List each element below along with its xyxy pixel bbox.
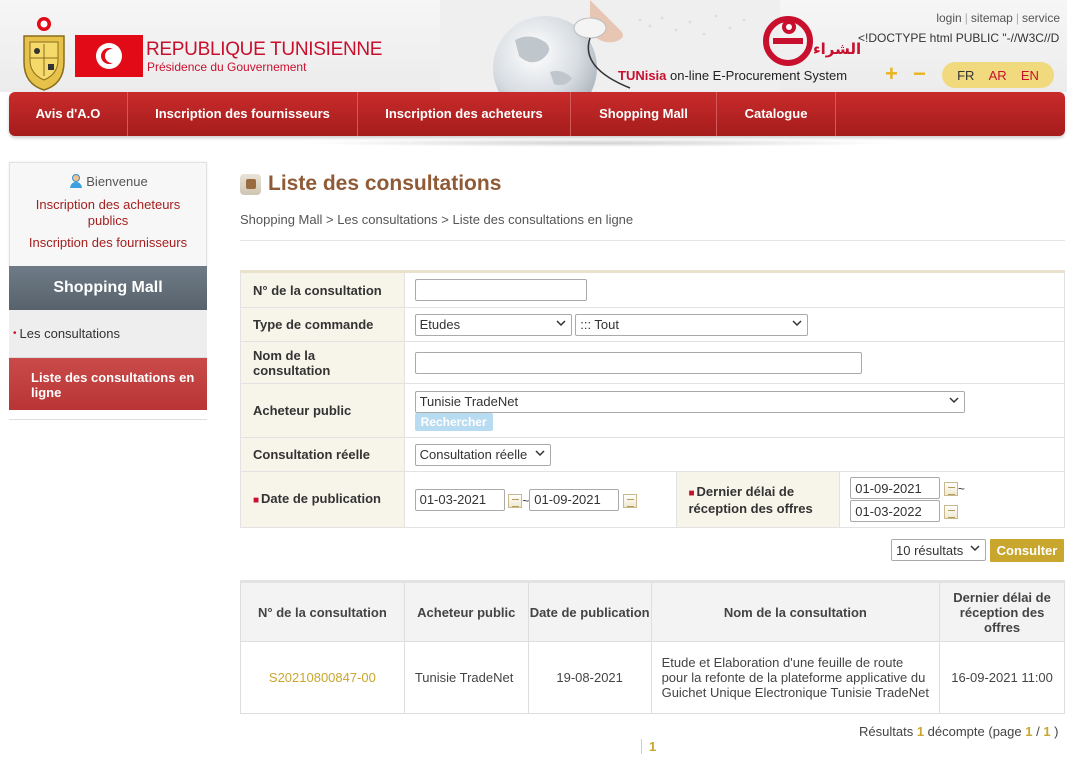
- sidebar-item-liste-consultations[interactable]: Liste des consultations en ligne: [9, 358, 207, 410]
- nav-shopping-mall[interactable]: Shopping Mall: [571, 92, 717, 136]
- nav-inscription-fournisseurs[interactable]: Inscription des fournisseurs: [128, 92, 358, 136]
- sidebar-inscription-acheteurs[interactable]: Inscription des acheteurs publics: [35, 197, 181, 228]
- current-page: 1: [1025, 724, 1033, 739]
- sidebar-inscription-fournisseurs[interactable]: Inscription des fournisseurs: [28, 235, 188, 250]
- column-header: N° de la consultation: [241, 582, 405, 642]
- date-pub-label: Date de publication: [261, 491, 381, 506]
- login-link[interactable]: login: [936, 11, 962, 25]
- title-bullet-icon: [240, 174, 261, 195]
- results-per-page-select[interactable]: [891, 539, 986, 561]
- consultation-link[interactable]: S20210800847-00: [268, 670, 376, 685]
- search-form: [240, 270, 1065, 528]
- sidebar: [9, 162, 207, 420]
- cell-acheteur: Tunisie TradeNet: [404, 642, 528, 714]
- sidebar-divider: [9, 410, 207, 420]
- results-count: Résultats 1 décompte (page 1 / 1 ): [859, 724, 1059, 739]
- sidebar-item-label: Les consultations: [19, 326, 120, 341]
- doctype-leak-text: <!DOCTYPE html PUBLIC "-//W3C//D: [858, 31, 1060, 45]
- arabic-logo-text: الشراء: [813, 40, 862, 58]
- page-title: Liste des consultations: [268, 172, 502, 195]
- divider: [240, 240, 1065, 241]
- sidebar-item-consultations[interactable]: [9, 310, 207, 358]
- calendar-icon[interactable]: [623, 494, 637, 508]
- zoom-in-button[interactable]: +: [885, 61, 898, 86]
- cell-num: [241, 642, 405, 714]
- breadcrumb: Shopping Mall > Les consultations > Liste des consultations en ligne: [240, 212, 634, 227]
- nom-label: Nom de la consultation: [241, 342, 405, 384]
- column-header: Acheteur public: [404, 582, 528, 642]
- calendar-icon[interactable]: [944, 482, 958, 496]
- num-label: N° de la consultation: [241, 272, 405, 308]
- calendar-icon[interactable]: [508, 494, 522, 508]
- republic-subtitle: Présidence du Gouvernement: [147, 60, 307, 74]
- delai-from-input[interactable]: [850, 477, 940, 499]
- calendar-icon[interactable]: [944, 505, 958, 519]
- required-marker: ■: [253, 495, 260, 506]
- eproc-text: on-line E-Procurement System: [666, 68, 848, 83]
- lang-ar[interactable]: AR: [988, 67, 1007, 83]
- welcome-box: [9, 162, 207, 266]
- zoom-out-button[interactable]: −: [913, 61, 926, 86]
- lang-fr[interactable]: FR: [957, 67, 975, 83]
- lang-en[interactable]: EN: [1020, 67, 1039, 83]
- sidebar-section-title: Shopping Mall: [9, 266, 207, 310]
- tunisian-flag-icon: [75, 35, 143, 77]
- republic-title: REPUBLIQUE TUNISIENNE: [146, 39, 383, 60]
- date-range-separator: ~: [522, 493, 530, 508]
- delai-label-cell: [676, 472, 840, 528]
- reelle-select-wrap: [415, 444, 551, 466]
- top-links: login | sitemap | service: [936, 11, 1060, 25]
- sitemap-link[interactable]: sitemap: [970, 11, 1013, 25]
- acheteur-select-wrap: [415, 391, 965, 413]
- results-per-page-wrap: [891, 539, 986, 561]
- welcome-row: [10, 173, 206, 189]
- user-icon: [68, 173, 84, 189]
- results-total: 1: [916, 724, 925, 739]
- cell-delai: 16-09-2021 11:00: [940, 642, 1065, 714]
- cell-nom: Etude et Elaboration d'une feuille de route pour la refonte de la plateforme applicative du Guichet Unique Electronique Tunisie TradeNet: [651, 642, 940, 714]
- type-select-wrap: [415, 314, 572, 336]
- nav-catalogue[interactable]: Catalogue: [717, 92, 836, 136]
- pager-page-1[interactable]: 1: [641, 739, 656, 754]
- acheteur-select[interactable]: [415, 391, 965, 413]
- column-header: Dernier délai de réception des offres: [940, 582, 1065, 642]
- language-switcher: [942, 62, 1054, 88]
- nav-inscription-acheteurs[interactable]: Inscription des acheteurs: [358, 92, 571, 136]
- date-pub-label-cell: [241, 472, 405, 528]
- total-pages: 1: [1043, 724, 1051, 739]
- consulter-button[interactable]: Consulter: [990, 539, 1064, 562]
- type-select[interactable]: [415, 314, 572, 336]
- service-link[interactable]: service: [1021, 11, 1060, 25]
- coat-of-arms-icon: [20, 14, 68, 92]
- date-pub-from-input[interactable]: [415, 489, 505, 511]
- nom-input[interactable]: [415, 352, 862, 374]
- type-label: Type de commande: [241, 308, 405, 342]
- main-nav: [9, 92, 1065, 136]
- type-sub-select-wrap: [575, 314, 808, 336]
- column-header: Date de publication: [528, 582, 651, 642]
- e-logo-icon: [763, 16, 813, 66]
- acheteur-label: Acheteur public: [241, 384, 405, 438]
- date-range-separator: ~: [957, 482, 965, 497]
- reelle-select[interactable]: [415, 444, 551, 466]
- table-row: [241, 642, 1065, 714]
- column-header: Nom de la consultation: [651, 582, 940, 642]
- nav-avis-ao[interactable]: Avis d'A.O: [9, 92, 128, 136]
- site-header: [0, 0, 1067, 92]
- welcome-text: Bienvenue: [86, 173, 148, 189]
- reelle-label: Consultation réelle: [241, 438, 405, 472]
- rechercher-button[interactable]: Rechercher: [415, 413, 493, 431]
- results-table: [240, 580, 1065, 714]
- page-header: [240, 172, 501, 196]
- delai-to-input[interactable]: [850, 500, 940, 522]
- delai-label: Dernier délai de réception des offres: [688, 483, 813, 516]
- date-pub-to-input[interactable]: [529, 489, 619, 511]
- bullet-icon: •: [13, 328, 17, 339]
- num-input[interactable]: [415, 279, 587, 301]
- nav-shadow: [300, 139, 900, 147]
- eproc-brand: TUNisia: [618, 68, 667, 83]
- eproc-title: [618, 68, 847, 83]
- type-sub-select[interactable]: [575, 314, 808, 336]
- cell-date-pub: 19-08-2021: [528, 642, 651, 714]
- required-marker: ■: [688, 487, 695, 499]
